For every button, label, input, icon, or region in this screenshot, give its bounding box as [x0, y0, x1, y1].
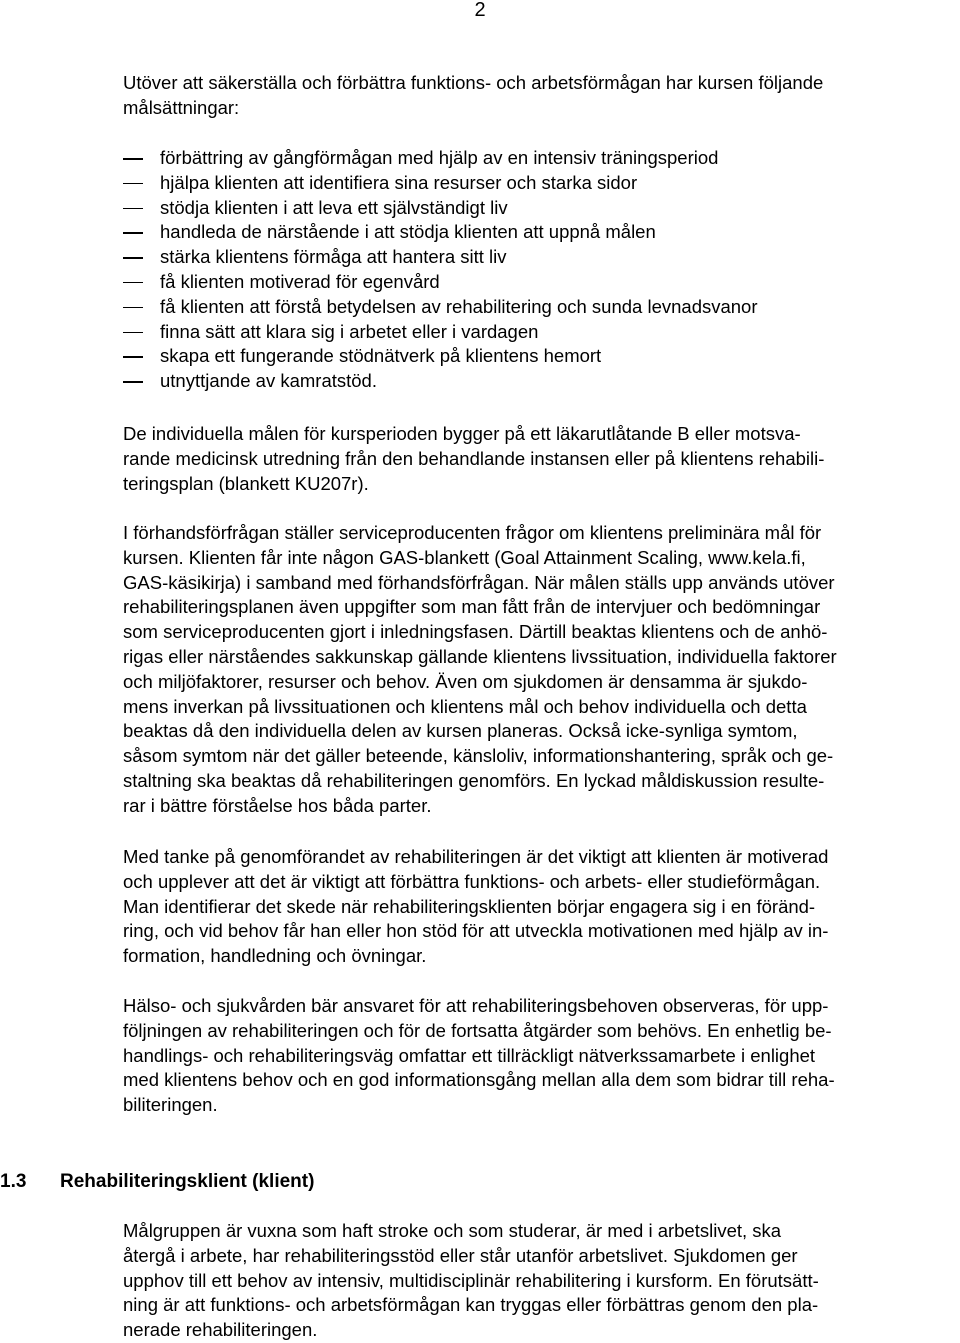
list-item: finna sätt att klara sig i arbetet eller i vardagen — [123, 320, 943, 345]
list-item: stärka klientens förmåga att hantera sitt liv — [123, 245, 943, 270]
text-line: rehabiliteringsplanen även uppgifter som man fått från de intervjuer och bedömningar — [123, 596, 821, 618]
dash-bullet-icon — [123, 158, 143, 160]
text-line: Man identifierar det skede när rehabiliteringsklienten börjar engagera sig i en föränd- — [123, 895, 816, 917]
list-item: skapa ett fungerande stödnätverk på klientens hemort — [123, 344, 943, 369]
text-line: ning är att funktions- och arbetsförmågan kan tryggas eller förbättras genom den pla- — [123, 1294, 819, 1316]
text-line: målsättningar: — [123, 96, 240, 118]
list-item: förbättring av gångförmågan med hjälp av en intensiv träningsperiod — [123, 146, 943, 171]
dash-bullet-icon — [123, 332, 143, 334]
goals-list — [123, 146, 943, 394]
section-title: Rehabiliteringsklient (klient) — [60, 1171, 315, 1192]
intro-paragraph — [123, 71, 960, 121]
text-line: såsom symtom när det gäller beteende, känsloliv, informationshantering, språk och ge- — [123, 745, 834, 767]
list-item: hjälpa klienten att identifiera sina resurser och starka sidor — [123, 171, 943, 196]
text-line: Målgruppen är vuxna som haft stroke och som studerar, är med i arbetslivet, ska — [123, 1220, 782, 1241]
text-line: upphov till ett behov av intensiv, multidisciplinär rehabilitering i kursform. En förutsätt- — [123, 1269, 819, 1291]
text-line: följningen av rehabiliteringen och för de fortsatta åtgärder som behövs. En enhetlig be- — [123, 1019, 832, 1041]
text-line: rigas eller närståendes sakkunskap gällande klientens livssituation, individuella faktorer — [123, 645, 837, 667]
dash-bullet-icon — [123, 208, 143, 210]
text-line: med klientens behov och en god informationsgång mellan alla dem som bidrar till reha- — [123, 1069, 835, 1091]
text-line: och upplever att det är viktigt att förbättra funktions- och arbets- eller studieförmågan. — [123, 870, 821, 892]
dash-bullet-icon — [123, 307, 143, 309]
text-line: handlings- och rehabiliteringsväg omfattar ett tillräckligt nätverkssamarbete i enlighet — [123, 1044, 816, 1066]
text-line: GAS-käsikirja) i samband med förhandsförfrågan. När målen ställs upp används utöver — [123, 571, 835, 593]
text-line: rar i bättre förståelse hos båda parter. — [123, 794, 432, 816]
text-line: nerade rehabiliteringen. — [123, 1319, 318, 1341]
text-line: som serviceproducenten gjort i inledningsfasen. Därtill beaktas klientens och de anhö- — [123, 621, 828, 643]
text-line: beaktas då den individuella delen av kursen planeras. Också icke-synliga symtom, — [123, 720, 798, 742]
dash-bullet-icon — [123, 183, 143, 185]
text-line: Hälso- och sjukvården bär ansvaret för att rehabiliteringsbehoven observeras, för upp- — [123, 995, 829, 1016]
dash-bullet-icon — [123, 381, 143, 383]
list-item: få klienten att förstå betydelsen av rehabilitering och sunda levnadsvanor — [123, 295, 943, 320]
paragraph-motivation — [123, 845, 960, 969]
dash-bullet-icon — [123, 232, 143, 234]
paragraph-pre-inquiry — [123, 521, 960, 819]
text-line: staltning ska beaktas då rehabiliteringen genomförs. En lyckad måldiskussion resulte- — [123, 769, 825, 791]
list-item: utnyttjande av kamratstöd. — [123, 369, 943, 394]
text-line: rande medicinsk utredning från den behandlande instansen eller på klientens rehabili- — [123, 447, 825, 469]
text-line: kursen. Klienten får inte någon GAS-blankett (Goal Attainment Scaling, www.kela.fi, — [123, 546, 806, 568]
text-line: och miljöfaktorer, resurser och behov. Även om sjukdomen är densamma är sjukdo- — [123, 670, 808, 692]
text-line: mens inverkan på livssituationen och klientens mål och behov individuella och detta — [123, 695, 807, 717]
text-line: I förhandsförfrågan ställer serviceproducenten frågor om klientens preliminära mål för — [123, 522, 822, 543]
text-line: Med tanke på genomförandet av rehabiliteringen är det viktigt att klienten är motiverad — [123, 846, 829, 867]
text-line: biliteringen. — [123, 1094, 218, 1116]
dash-bullet-icon — [123, 282, 143, 284]
paragraph-health-care — [123, 994, 960, 1118]
text-line: formation, handledning och övningar. — [123, 945, 427, 967]
text-line: återgå i arbete, har rehabiliteringsstöd eller står utanför arbetslivet. Sjukdomen ger — [123, 1244, 798, 1266]
page-number: 2 — [474, 0, 486, 21]
text-line: Utöver att säkerställa och förbättra funktions- och arbetsförmågan har kursen följande — [123, 72, 824, 93]
list-item: stödja klienten i att leva ett självständigt liv — [123, 196, 943, 221]
text-line: ring, och vid behov får han eller hon stöd för att utveckla motivationen med hjälp av in- — [123, 920, 829, 942]
list-item: få klienten motiverad för egenvård — [123, 270, 943, 295]
list-item: handleda de närstående i att stödja klienten att uppnå målen — [123, 220, 943, 245]
section-number: 1.3 — [0, 1171, 27, 1192]
paragraph-individual-goals — [123, 422, 960, 496]
text-line: teringsplan (blankett KU207r). — [123, 472, 369, 494]
paragraph-target-group — [123, 1219, 960, 1343]
text-line: De individuella målen för kursperioden bygger på ett läkarutlåtande B eller motsva- — [123, 423, 801, 444]
dash-bullet-icon — [123, 257, 143, 259]
dash-bullet-icon — [123, 356, 143, 358]
